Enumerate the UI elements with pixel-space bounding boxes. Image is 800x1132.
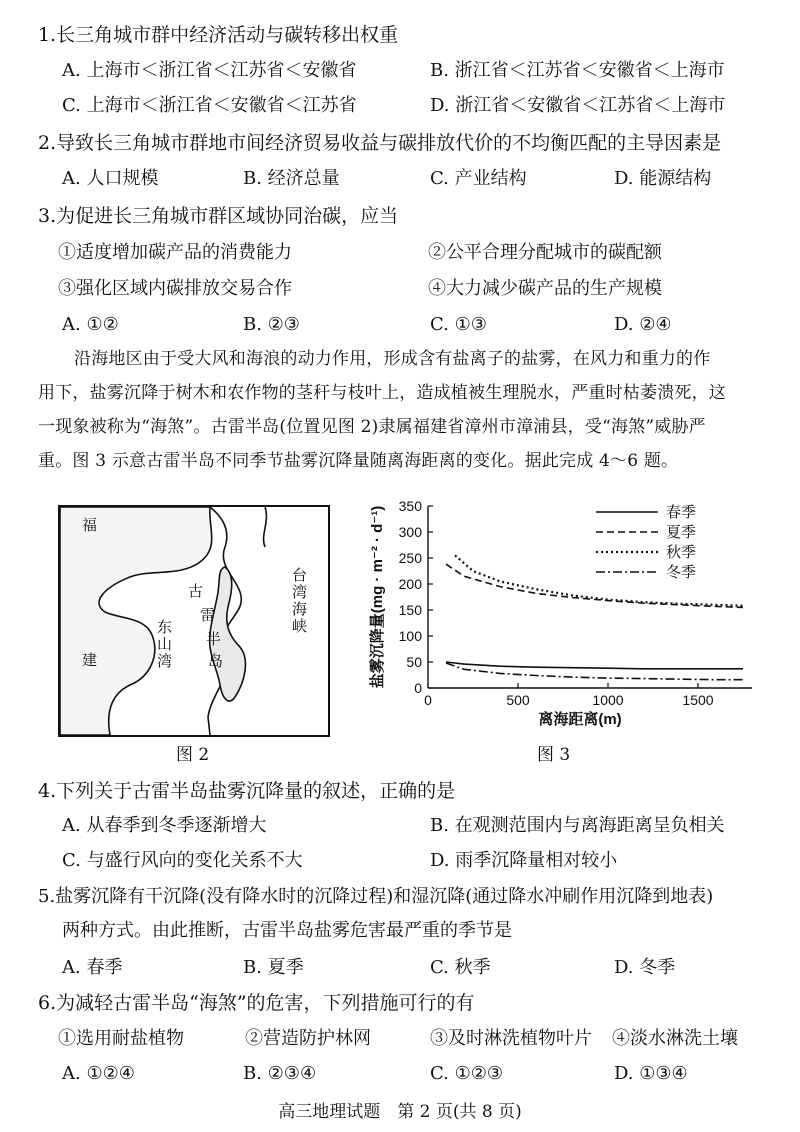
legend-label-3: 秋季 (666, 544, 697, 561)
q6-item-4: ④淡水淋洗土壤 (612, 1028, 738, 1049)
northeast-coast (264, 507, 267, 547)
map-drawing (60, 507, 328, 735)
q4-option-a: A. 从春季到冬季逐渐增大 (62, 815, 267, 836)
q1-option-d: D. 浙江省＜安徽省＜江苏省＜上海市 (430, 95, 726, 116)
q5-stem-line-1: 5.盐雾沉降有干沉降(没有降水时的沉降过程)和湿沉降(通过降水冲刷作用沉降到地表) (38, 886, 714, 907)
x-axis-label: 离海距离(m) (538, 711, 622, 728)
y-tick-label: 50 (406, 654, 422, 670)
q1-option-a: A. 上海市＜浙江省＜江苏省＜安徽省 (62, 60, 357, 81)
q1-option-b: B. 浙江省＜江苏省＜安徽省＜上海市 (430, 60, 725, 81)
q6-option-a: A. ①②④ (62, 1063, 135, 1084)
q1-option-c: C. 上海市＜浙江省＜安徽省＜江苏省 (62, 95, 357, 116)
q3-stem: 3.为促进长三角城市群区域协同治碳，应当 (38, 205, 399, 227)
y-tick-label: 300 (398, 524, 422, 540)
y-axis-label: 盐雾沉降量(mg · m⁻² · d⁻¹) (369, 505, 386, 689)
q5-stem-line-2: 两种方式。由此推断，古雷半岛盐雾危害最严重的季节是 (62, 920, 512, 941)
passage-line-1: 沿海地区由于受大风和海浪的动力作用，形成含有盐离子的盐雾，在风力和重力的作 (74, 349, 711, 369)
figure-3-caption: 图 3 (537, 745, 571, 765)
q2-option-d: D. 能源结构 (614, 168, 712, 189)
q3-item-4: ④大力减少碳产品的生产规模 (428, 278, 662, 299)
series-line-2 (446, 564, 743, 607)
q3-item-2: ②公平合理分配城市的碳配额 (428, 242, 662, 263)
map-label-dao: 岛 (208, 652, 224, 670)
q3-option-a: A. ①② (62, 314, 119, 335)
figure-2-caption: 图 2 (176, 745, 210, 765)
y-tick-label: 0 (414, 680, 422, 696)
x-tick-label: 500 (506, 692, 530, 708)
q3-option-b: B. ②③ (243, 314, 300, 335)
map-label-lei: 雷 (200, 606, 216, 624)
q4-option-d: D. 雨季沉降量相对较小 (430, 850, 618, 871)
q5-option-b: B. 夏季 (243, 957, 304, 978)
mainland-land (60, 507, 212, 735)
q6-item-2: ②营造防护林网 (245, 1028, 371, 1049)
q1-stem: 1.长三角城市群中经济活动与碳转移出权重 (38, 24, 399, 46)
figure-2-map (58, 505, 330, 737)
passage (38, 342, 768, 478)
q6-item-3: ③及时淋洗植物叶片 (430, 1028, 592, 1049)
x-tick-label: 0 (424, 692, 432, 708)
q6-option-d: D. ①③④ (614, 1063, 688, 1084)
q5-option-d: D. 冬季 (614, 957, 676, 978)
map-label-fu: 福 (82, 516, 98, 534)
series-line-1 (446, 662, 743, 669)
map-label-dongshanwan: 东 山 湾 (157, 618, 173, 670)
q3-option-d: D. ②④ (614, 314, 672, 335)
q6-stem: 6.为减轻古雷半岛“海煞”的危害，下列措施可行的有 (38, 992, 475, 1014)
q2-stem: 2.导致长三角城市群地市间经济贸易收益与碳排放代价的不均衡匹配的主导因素是 (38, 132, 722, 154)
q2-option-c: C. 产业结构 (430, 168, 527, 189)
map-label-gu: 古 (188, 582, 204, 600)
legend-label-2: 夏季 (666, 524, 697, 541)
y-tick-label: 350 (398, 498, 422, 514)
q5-option-c: C. 秋季 (430, 957, 491, 978)
y-tick-label: 150 (398, 602, 422, 618)
legend-label-1: 春季 (666, 504, 697, 521)
y-tick-label: 100 (398, 628, 422, 644)
q4-stem: 4.下列关于古雷半岛盐雾沉降量的叙述，正确的是 (38, 780, 456, 802)
map-label-taiwan-strait: 台 湾 海 峡 (292, 566, 308, 635)
q3-item-1: ①适度增加碳产品的消费能力 (58, 242, 292, 263)
q2-option-a: A. 人口规模 (62, 168, 159, 189)
q3-option-c: C. ①③ (430, 314, 487, 335)
map-label-ban: 半 (206, 630, 222, 648)
x-tick-label: 1500 (682, 692, 714, 708)
page-footer: 高三地理试题 第 2 页(共 8 页) (278, 1102, 522, 1122)
passage-line-2: 用下，盐雾沉降于树木和农作物的茎秆与枝叶上，造成植被生理脱水，严重时枯萎溃死，这 (38, 383, 726, 403)
y-tick-label: 200 (398, 576, 422, 592)
passage-line-4: 重。图 3 示意古雷半岛不同季节盐雾沉降量随离海距离的变化。据此完成 4～6 题。 (38, 451, 679, 471)
passage-line-3: 一现象被称为“海煞”。古雷半岛(位置见图 2)隶属福建省漳州市漳浦县，受“海煞”威胁严 (38, 417, 706, 437)
legend-label-4: 冬季 (666, 564, 697, 581)
q6-option-c: C. ①②③ (430, 1063, 503, 1084)
figure-3-chart (360, 492, 760, 738)
q6-item-1: ①选用耐盐植物 (58, 1028, 184, 1049)
q3-item-3: ③强化区域内碳排放交易合作 (58, 278, 292, 299)
q6-option-b: B. ②③④ (243, 1063, 317, 1084)
q4-option-c: C. 与盛行风向的变化关系不大 (62, 850, 303, 871)
x-tick-label: 1000 (592, 692, 624, 708)
q2-option-b: B. 经济总量 (243, 168, 340, 189)
q4-option-b: B. 在观测范围内与离海距离呈负相关 (430, 815, 725, 836)
series-line-3 (455, 555, 743, 605)
q5-option-a: A. 春季 (62, 957, 123, 978)
y-tick-label: 250 (398, 550, 422, 566)
map-label-jian: 建 (82, 651, 98, 669)
